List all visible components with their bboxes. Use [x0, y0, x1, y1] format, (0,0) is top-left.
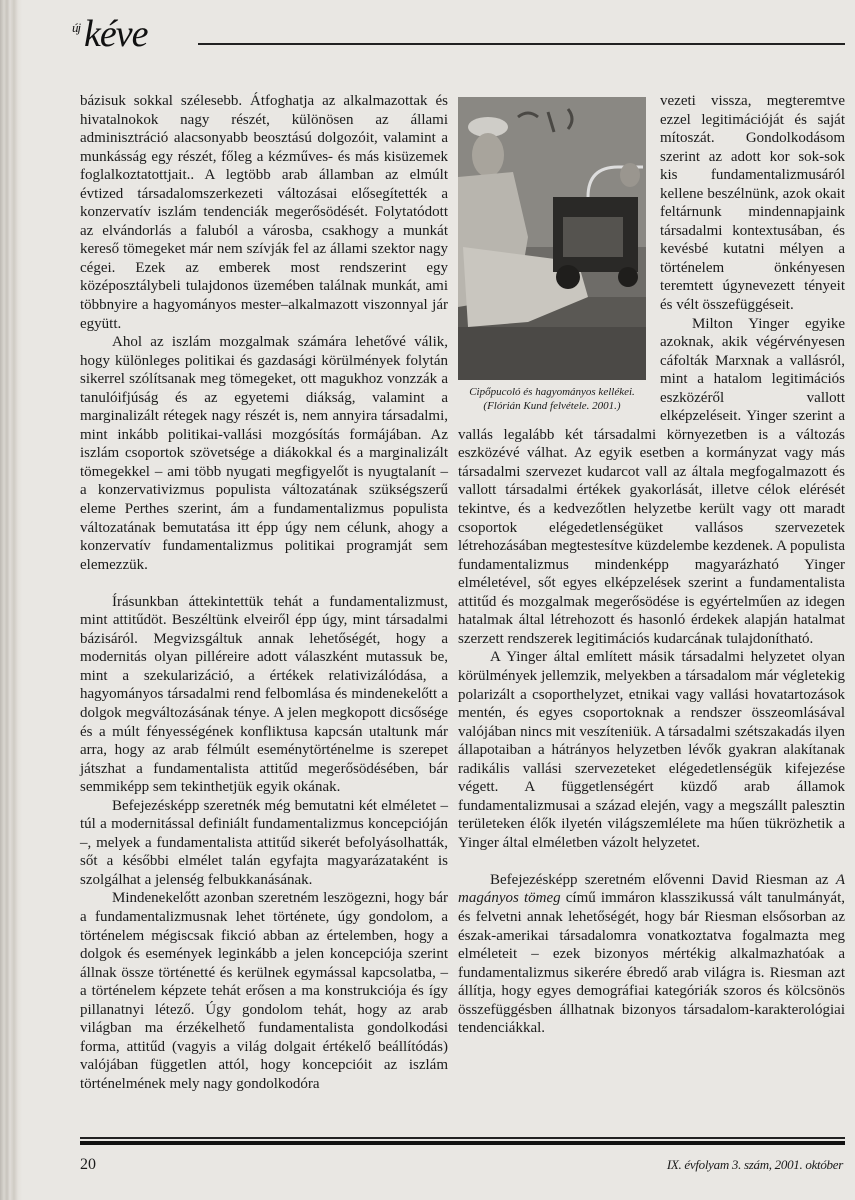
left-column [80, 92, 448, 1093]
paragraph [458, 871, 845, 1038]
paragraph: bázisuk sokkal szélesebb. Átfoghatja az alkalmazottak és hivatalnokok nagy részét, különösen az állami adminisztráció alacsonyabb beosztású dolgozóit, valamint a munkásság egy részét, főleg a kézműves- és más kisüzemek foglalkoztatottjait.. A legtöbb arab államban az elmúlt évtized társadalomszerkezeti változásai elősegítették a konzervatív iszlám tendenciák megerősödését. Folytatódott az elvándorlás a faluból a városba, csakhogy a munkát kereső tömegeket már nem szívják fel az állami szektor nagy cégei. Ezek az emberek most rendszerint egy középosztálybeli tulajdonos üzemében találnak munkát, ami többnyire a hagyományos mester–alkalmazott viszonnyal jár együtt. [80, 93, 448, 332]
paragraph: Befejezésképp szeretnék még bemutatni két elméletet – túl a modernitással definiált fundamentalizmus koncepcióján –, melyek a fundamentalista attitűd sikerét befolyásolhatták, sőt a későbbi elmélet talán egyfajta magyarázataként is szolgálhat a jelenség felbukkanásának. [80, 797, 448, 888]
paragraph: A Yinger által említett másik társadalmi helyzetet olyan körülmények jellemzik, melyekben a társadalom már végletekig polarizált a csoporthelyzet, etnikai vagy vallási hovatartozások mentén, és egyes csoportoknak a rendszer összeomlásával valójában nincs mit veszíteniük. A társadalmi szétszakadás ilyen állapotaiban a hátrányos helyzetben lévők gyakran alakítanak radikális vallási szervezeteket elégedetlenségük kifejezése végett. A függetlenségért küzdő arab államok fundamentalizmusai a század elején, vagy a megszállt palesztin területeken élők ilyetén világszemlélete ma hűen tükrözhetik a Yinger által elméletben vázolt helyzetet. [458, 649, 845, 851]
page-edge [0, 0, 22, 1200]
page-number: 20 [80, 1156, 96, 1173]
photo-caption [458, 386, 646, 413]
logo-small-text: új [72, 20, 81, 35]
header-rule [198, 43, 845, 45]
paragraph: Ahol az iszlám mozgalmak számára lehetővé válik, hogy különleges politikai és gazdasági körülmények folytán sikerrel szólítsanak meg tömegeket, ott magukhoz vonzzák a tanulóifjúság és az egyetemi diákság, valamint a marginalizált rétegek nagy részét is, nem annyira társadalmi, mint inkább politikai-vallási mozgósítás formájában. Az iszlám csoportok szövetsége a diákokkal és a marginalizált tömegekkel – ami több nyugati megfigyelőt is nyugtalanít – a konzervativizmus populista változatának szükségszerű eleme Perthes szerint, ám a fundamentalizmus populista változatának bemutatása itt épp úgy nem célunk, ahogy a konzervatív fundamentalizmus politikai programját sem elemezzük. [80, 334, 448, 573]
photo-figure [458, 97, 646, 413]
paragraph: Mindenekelőtt azonban szeretném leszögezni, hogy bár a fundamentalizmusnak lehet története, úgy gondolom, a történelem mégiscsak fikció abban az értelemben, hogy a dolgok és események leginkább a jelen koncepciója szerint állnak össze történetté és kerülnek egymással kapcsolatba, – a történelem képzete tehát erősen a ma konstrukciója és így pillanatnyi létező. Úgy gondolom tehát, hogy az arab világban ma érzékelhető fundamentalista gondolkodási forma, attitűd (vagyis a világ dolgait értékelő beállítódás) valójában független attól, hogy koncepcióit az iszlám történelmének mely nagy gondolkodóra [80, 890, 448, 1092]
shoeshiner-photo [458, 97, 646, 380]
logo-main-text: kéve [84, 13, 148, 55]
text-run: Befejezésképp szeretném elővenni David Riesman az [490, 871, 836, 888]
masthead [70, 14, 845, 58]
caption-credit: (Flórián Kund felvétele. 2001.) [483, 399, 621, 412]
right-column [458, 92, 845, 1038]
book-title: A magányos tömeg [458, 871, 845, 907]
issue-info: IX. évfolyam 3. szám, 2001. október [666, 1157, 843, 1172]
footer-rule-thick [80, 1141, 845, 1145]
text-run: című immáron klasszikussá vált tanulmányát, és felvetni annak lehetőségét, hogy bár Riesman elsősorban az észak-amerikai társadalomra vonatkoztatva fogalmazta meg elméleteit – ezek bizonyos mértékig alkalmazhatóak a fundamentalizmus sikerére ébredő arab világra is. Riesman azt állítja, hogy egyes demográfiai kategóriák szoros és kölcsönös összefüggésben állhatnak bizonyos társadalom-karakterológiai tendenciákkal. [458, 890, 845, 1037]
paragraph: vezeti vissza, megteremtve ezzel legitimációját és saját mítoszát. Gondolkodásom szerint az adott kor sok-sok kis fundamentalizmusáról kellene beszélnünk, azok okait feltárnunk mindennapjaink társadalmi kontextusában, és kevésbé kutatni mélyen a történelem önkényesen teremtett úgynevezett tényeit és vélt összefüggéseit. [660, 93, 845, 314]
paragraph: Írásunkban áttekintettük tehát a fundamentalizmust, mint attitűdöt. Beszéltünk elveiről épp úgy, mint társadalmi bázisáról. Megvizsgáltuk annak lehetőségét, hogy a modernitás olyan pilléreire adott válaszként mutassuk be, mint a szekularizáció, a értékek relativizálódása, a hagyományos társadalmi rend felbomlása és mindenekelőtt a dolgok megváltozásának ténye. A jelen megkopott dicsősége és a múlt fényességének konfliktusa kapcsán utaltunk már arra, hogy az arab félmúlt eseménytörténelme is szerepet játszhat a fundamentalista attitűd megerősödésében, bár semmiképp sem tekinthetjük egyik okának. [80, 593, 448, 796]
paragraph: Milton Yinger egyike azoknak, akik végérvényesen cáfolták Marxnak a vallásról, mint a hatalom legitimációs eszközéről vallott elképzeléseit. Yinger szerint a vallás legalább két társadalmi környezetben is a változás eszközévé válhat. Az egyik esetben a kormányzat vagy más társadalmi szervezet kudarcot vall az általa megfogalmazott és vallott társadalmi értékek gyakorlását, illetve célok elérését tekintve, és a kedvezőtlen helyzetbe került vagy ott maradt csoportok elégedetlenségüket vallásos szervezetek létrehozásában megtestesítve küzdelembe kezdenek. A populista fundamentalizmus mindenképp magyarázható Yinger elméletével, sőt egyes elképzelések szerint a fundamentalista attitűd és mozgalmak megerősödése is egyértelműen az idegen hatalmak által létrehozott és hasonló érdekek alapján hatalmat szerzett rendszerek legitimációs kudarcának tulajdonítható. [458, 315, 845, 647]
footer-rule-thin [80, 1137, 845, 1139]
caption-title: Cipőpucoló és hagyományos kellékei. [469, 386, 635, 398]
